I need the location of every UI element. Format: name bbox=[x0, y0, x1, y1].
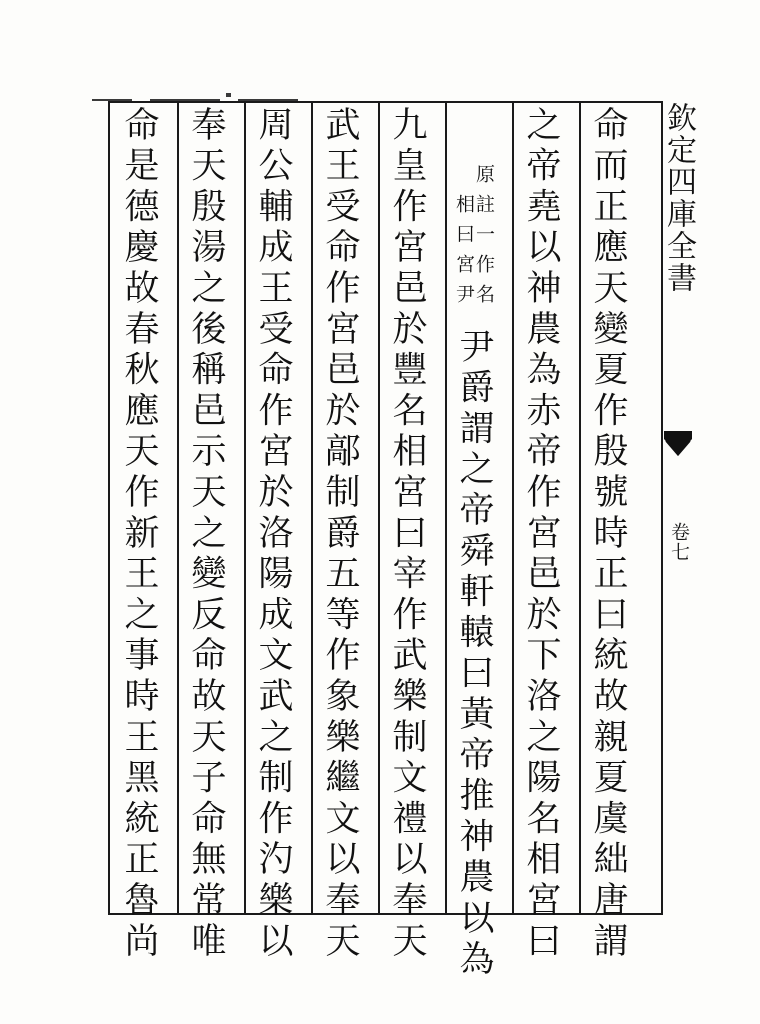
column-rule bbox=[177, 101, 179, 915]
running-header bbox=[661, 96, 696, 916]
column-rule bbox=[378, 101, 380, 915]
column-rule bbox=[311, 101, 313, 915]
text-column-8: 命是德慶故春秋應天作新王之事時王黑統正魯尚 bbox=[119, 106, 159, 963]
ink-speck bbox=[226, 93, 231, 97]
column-text: 尹爵謂之帝舜軒轅曰黃帝推神農以為 bbox=[454, 328, 494, 981]
fish-tail-mark-icon bbox=[664, 431, 692, 459]
annotation-note bbox=[453, 106, 495, 314]
text-column-6: 周公輔成王受命作宮於洛陽成文武之制作汋樂以 bbox=[253, 106, 293, 963]
annotation-line: 原註一作名 bbox=[473, 164, 495, 314]
annotation-line: 相曰宮尹 bbox=[453, 194, 475, 314]
text-column-7: 奉天殷湯之後稱邑示天之變反命故天子命無常唯 bbox=[186, 106, 226, 963]
text-column-2: 之帝堯以神農為赤帝作宮邑於下洛之陽名相宮曰 bbox=[521, 106, 561, 963]
column-rule bbox=[512, 101, 514, 915]
column-rule bbox=[244, 101, 246, 915]
column-rule bbox=[579, 101, 581, 915]
column-rule bbox=[445, 101, 447, 915]
text-column-1: 命而正應天變夏作殷號時正曰統故親夏虞絀唐謂 bbox=[588, 106, 628, 963]
text-column-4: 九皇作宮邑於豐名相宮曰宰作武樂制文禮以奉天 bbox=[387, 106, 427, 963]
text-column-5: 武王受命作宮邑於鄗制爵五等作象樂繼文以奉天 bbox=[320, 106, 360, 963]
text-column-3 bbox=[453, 106, 495, 981]
volume-label: 卷七 bbox=[668, 522, 690, 562]
book-title: 欽定四庫全書 bbox=[661, 102, 696, 294]
